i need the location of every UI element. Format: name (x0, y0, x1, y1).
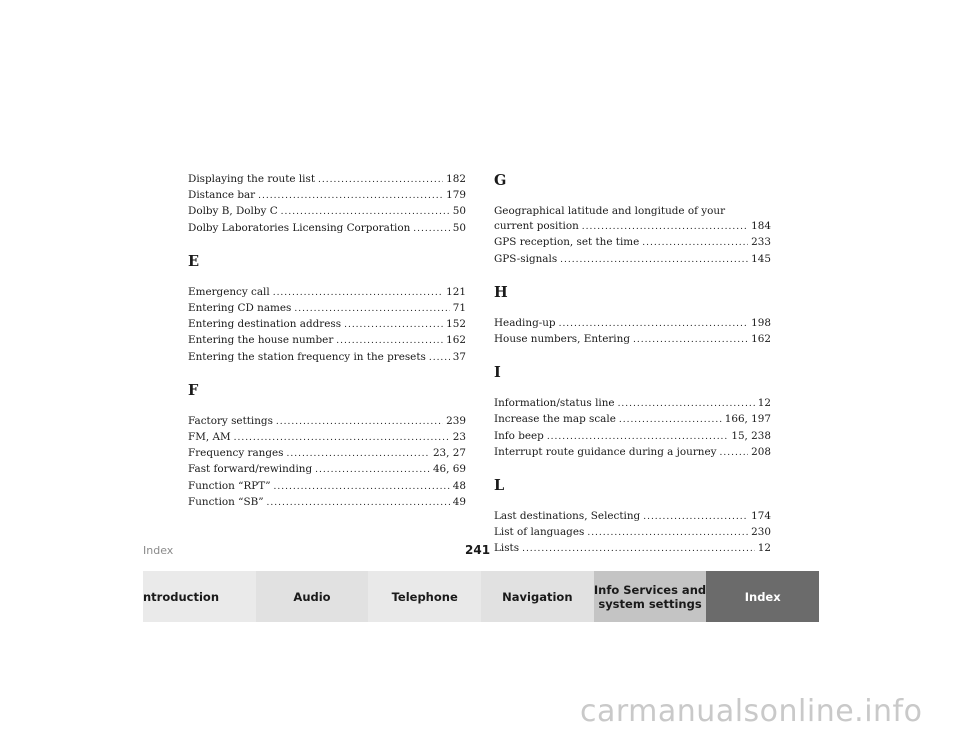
left-index-column (188, 172, 466, 511)
entry-list (494, 509, 771, 558)
entry-page: 15, 238 (731, 429, 771, 442)
index-section-i (494, 364, 771, 461)
entry-term: Entering destination address (188, 318, 342, 331)
index-entry (188, 188, 466, 204)
index-entry (188, 479, 466, 495)
index-entry (494, 396, 771, 412)
index-section-e (188, 253, 466, 366)
tab-introduction[interactable] (143, 571, 256, 622)
entry-page: 174 (751, 510, 771, 523)
entry-page: 50 (452, 221, 466, 234)
entry-term: Dolby B, Dolby C (188, 205, 278, 218)
entry-term: Increase the map scale (494, 413, 616, 426)
entry-term: GPS reception, set the time (494, 236, 640, 249)
right-index-column (494, 172, 771, 558)
index-entry (494, 219, 771, 235)
entry-page: 239 (446, 414, 466, 427)
index-entry (188, 317, 466, 333)
index-section-d (188, 172, 466, 237)
index-entry (188, 495, 466, 511)
index-section-h (494, 284, 771, 348)
entry-term: Emergency call (188, 285, 270, 298)
index-section-g (494, 172, 771, 268)
tab-telephone[interactable] (368, 571, 481, 622)
entry-page: 50 (452, 205, 466, 218)
section-letter: I (494, 364, 501, 382)
entry-page: 46, 69 (432, 463, 466, 476)
entry-page: 48 (452, 479, 466, 492)
section-letter: F (188, 381, 199, 399)
index-entry (188, 414, 466, 430)
tab-label: Navigation (502, 589, 573, 604)
index-section-f (188, 382, 466, 511)
entry-list (494, 396, 771, 461)
entry-page: 12 (757, 397, 771, 410)
entry-page: 49 (452, 495, 466, 508)
entry-page: 121 (446, 285, 466, 298)
entry-page: 162 (446, 334, 466, 347)
entry-page: 23 (452, 431, 466, 444)
index-entry (188, 301, 466, 317)
entry-term: FM, AM (188, 431, 231, 444)
index-entry (188, 204, 466, 220)
entry-term-first-line: Geographical latitude and longitude of your (494, 205, 726, 217)
entry-term: Fast forward/rewinding (188, 463, 313, 476)
section-letter: E (188, 252, 200, 270)
entry-page: 23, 27 (432, 447, 466, 460)
entry-term: Entering the station frequency in the presets (188, 350, 426, 363)
entry-term: Factory settings (188, 414, 273, 427)
index-entry (494, 332, 771, 348)
entry-page: 152 (446, 318, 466, 331)
entry-term: Entering CD names (188, 302, 292, 315)
watermark: carmanualsonline.info (580, 694, 923, 729)
index-entry (494, 429, 771, 445)
section-letter: G (494, 172, 507, 189)
tab-label: Audio (293, 589, 331, 604)
entry-term: Information/status line (494, 397, 615, 410)
index-entry (494, 525, 771, 541)
index-entry (494, 445, 771, 461)
index-entry (188, 446, 466, 462)
entry-term: Lists (494, 542, 520, 555)
tab-audio[interactable] (256, 571, 369, 622)
entry-term: Info beep (494, 429, 544, 442)
chapter-tab-bar (143, 571, 819, 622)
entry-term: Function “SB” (188, 495, 264, 508)
entry-page: 71 (452, 302, 466, 315)
index-entry (494, 541, 771, 557)
index-entry (188, 221, 466, 237)
tab-index[interactable] (706, 571, 819, 622)
entry-term: Frequency ranges (188, 447, 284, 460)
footer-section-label: Index (143, 544, 174, 557)
entry-page: 162 (751, 333, 771, 346)
index-entry (188, 350, 466, 366)
entry-term: Function “RPT” (188, 479, 271, 492)
entry-page: 233 (751, 236, 771, 249)
tab-label: Info Services and system settings (593, 582, 707, 611)
tab-label: Index (744, 589, 781, 604)
section-letter: L (494, 477, 505, 495)
entry-list (188, 172, 466, 237)
entry-term: current position (494, 220, 579, 233)
entry-term: Heading-up (494, 316, 556, 329)
entry-page: 184 (751, 220, 771, 233)
index-entry (188, 333, 466, 349)
tab-label: ntroduction (143, 589, 220, 604)
tab-info-services[interactable] (594, 571, 707, 622)
index-entry (188, 172, 466, 188)
entry-term: Dolby Laboratories Licensing Corporation (188, 221, 411, 234)
section-letter: H (494, 283, 508, 301)
entry-term: GPS-signals (494, 252, 558, 265)
entry-page: 198 (751, 316, 771, 329)
index-section-l (494, 477, 771, 558)
entry-list (188, 285, 466, 366)
entry-page: 145 (751, 252, 771, 265)
entry-page: 37 (452, 350, 466, 363)
entry-page: 179 (446, 189, 466, 202)
entry-page: 166, 197 (724, 413, 771, 426)
entry-page: 182 (446, 173, 466, 185)
tab-navigation[interactable] (481, 571, 594, 622)
entry-term: Displaying the route list (188, 173, 316, 185)
entry-list (188, 414, 466, 511)
entry-page: 208 (751, 445, 771, 458)
index-entry (494, 235, 771, 251)
page-number: 241 (465, 543, 491, 557)
entry-term: Entering the house number (188, 334, 334, 347)
index-entry (188, 462, 466, 478)
index-entry (494, 509, 771, 525)
entry-term: Last destinations, Selecting (494, 510, 641, 523)
index-entry (188, 430, 466, 446)
entry-term: List of languages (494, 526, 585, 539)
index-entry (188, 285, 466, 301)
entry-term: Interrupt route guidance during a journey (494, 445, 717, 458)
tab-label: Telephone (391, 589, 458, 604)
entry-term: House numbers, Entering (494, 333, 630, 346)
index-entry (494, 252, 771, 268)
index-entry (494, 316, 771, 332)
index-entry (494, 412, 771, 428)
entry-page: 230 (751, 526, 771, 539)
entry-list (494, 316, 771, 348)
entry-page: 12 (757, 542, 771, 555)
entry-list (494, 219, 771, 268)
entry-term: Distance bar (188, 189, 256, 202)
